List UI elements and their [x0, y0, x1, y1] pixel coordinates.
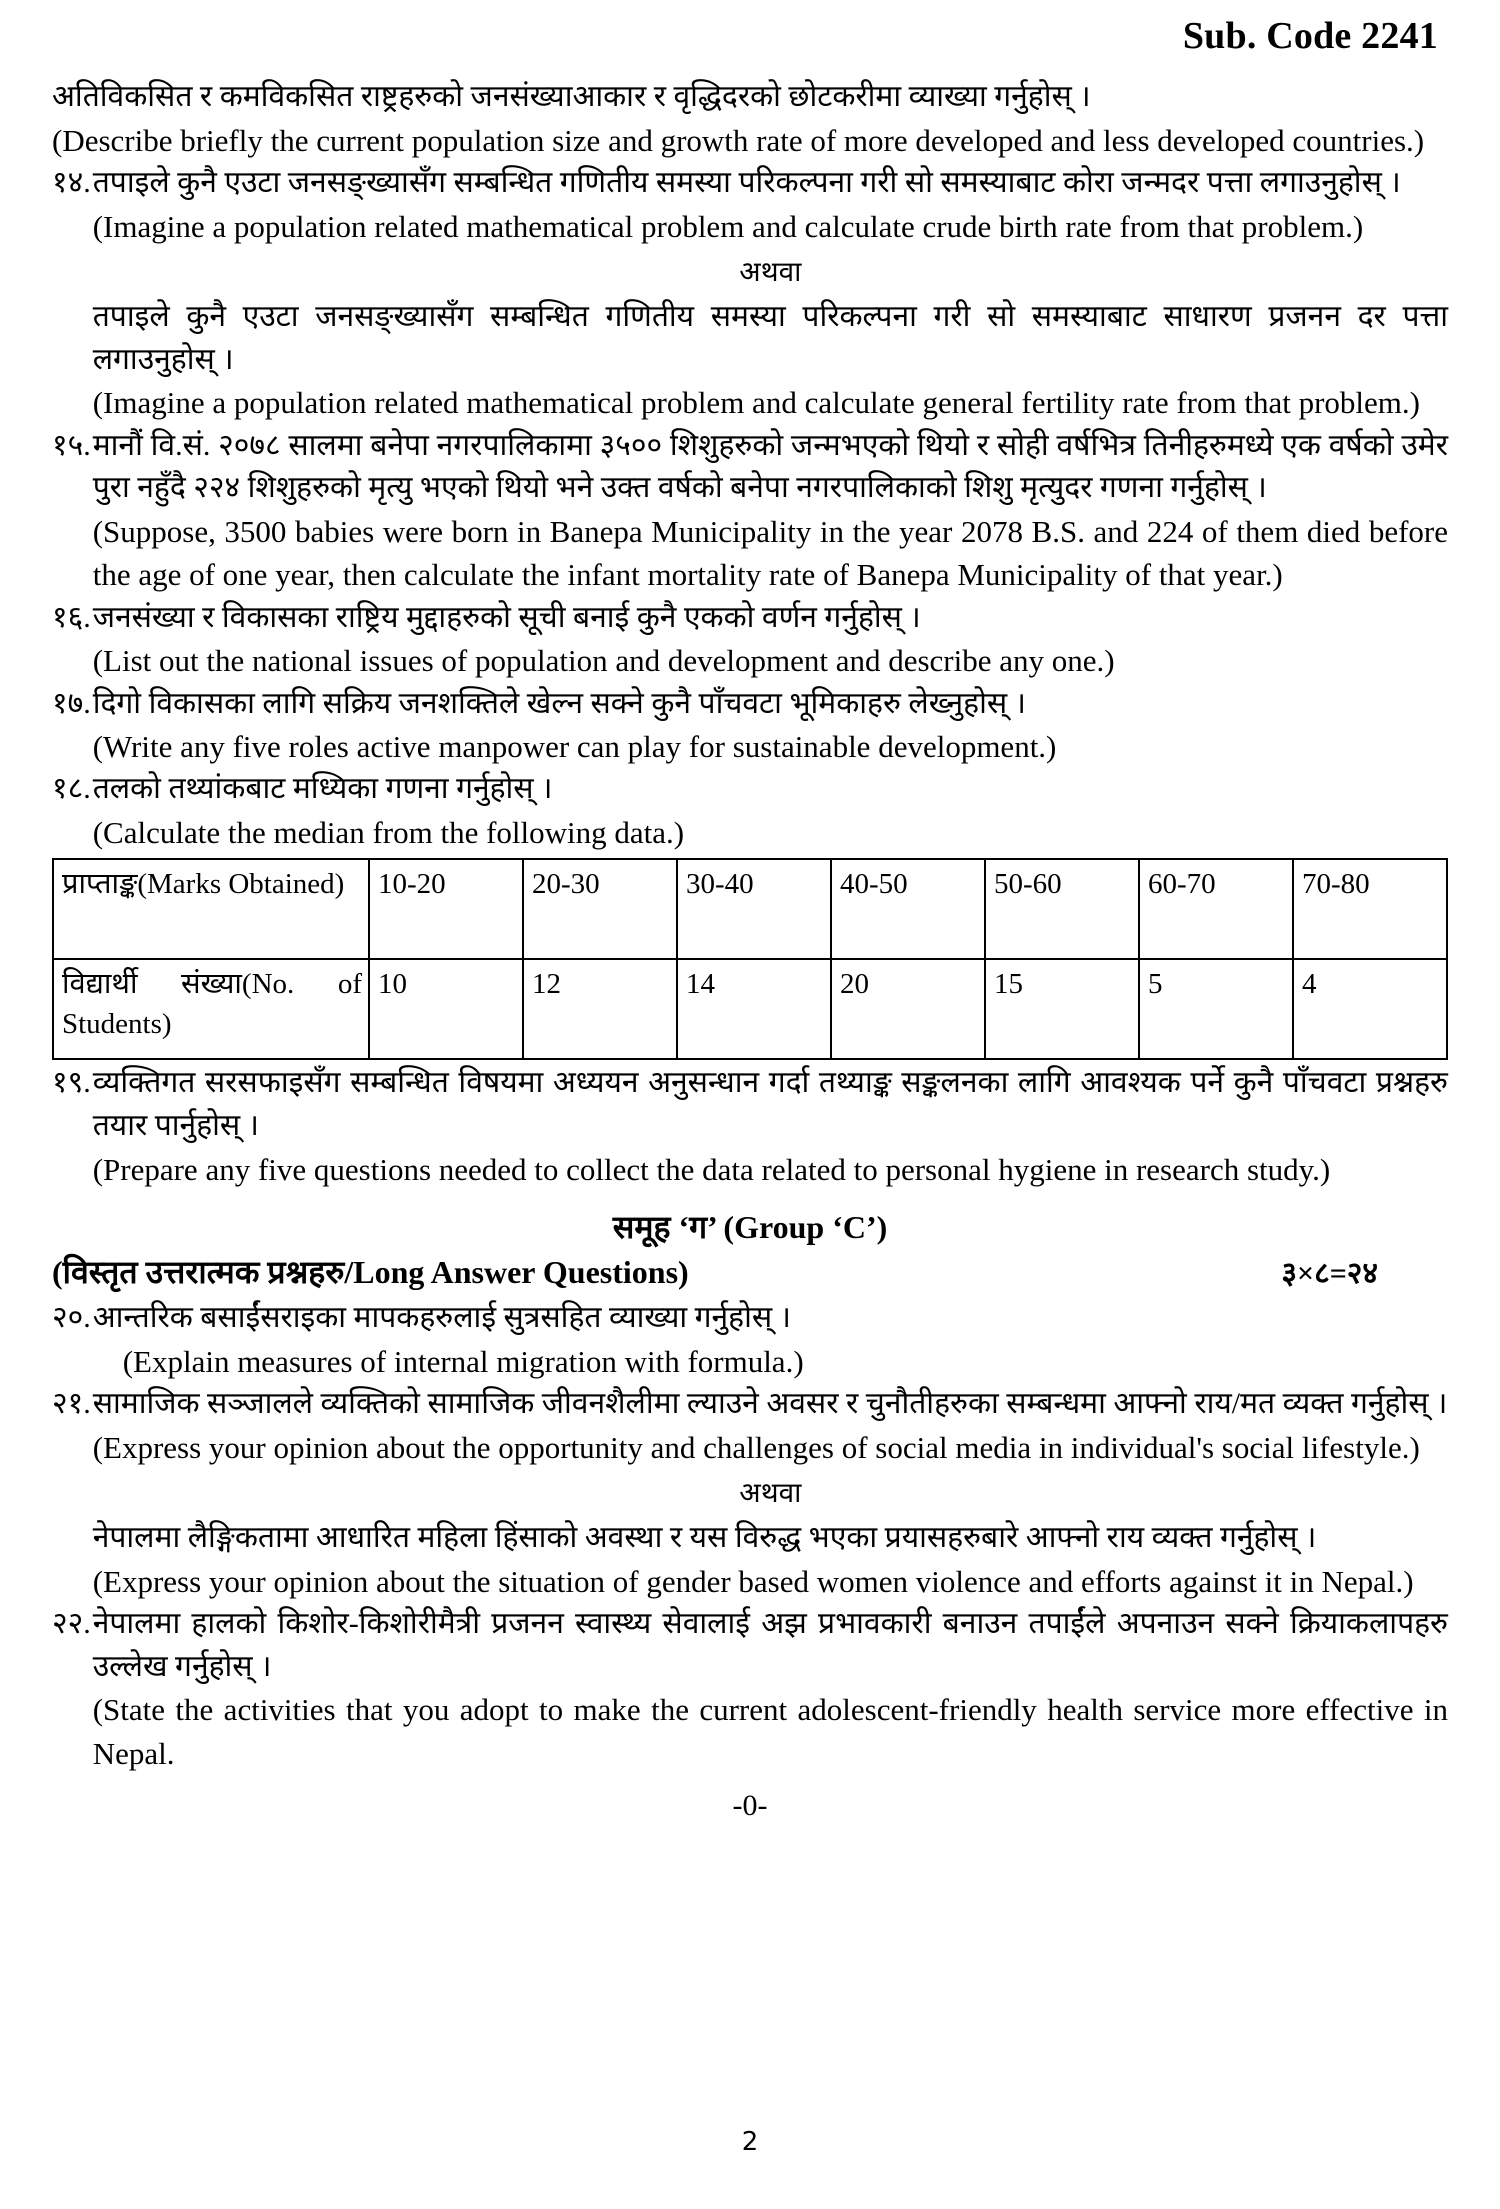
question-nepali-text: आन्तरिक बसाईंसराइका मापकहरुलाई सुत्रसहित व्याख्या गर्नुहोस् ।: [92, 1301, 792, 1335]
question-number: १७.: [52, 686, 91, 720]
question-item: [52, 1603, 1448, 1775]
table-cell: 10-20: [369, 859, 523, 959]
subject-code-header: Sub. Code 2241: [1182, 15, 1438, 57]
question-body: [93, 683, 1448, 769]
table-cell: 4: [1293, 959, 1447, 1059]
question-item: [52, 1297, 1448, 1383]
question-body: [93, 597, 1448, 683]
question-english-text: (Express your opinion about the opportunity and challenges of social media in individual's social lifestyle.): [92, 1429, 1420, 1465]
question-nepali-text: व्यक्तिगत सरसफाइसँग सम्बन्धित विषयमा अध्ययन अनुसन्धान गर्दा तथ्याङ्क सङ्कलनका लागि आवश्यक पर्ने कुनै पाँचवटा प्रश्नहरु तयार पार्नुहोस् ।: [92, 1066, 1448, 1143]
question-body: [93, 162, 1448, 425]
page-number: 2: [741, 2127, 759, 2157]
question-item: [52, 76, 1448, 162]
question-number: १५.: [52, 428, 91, 462]
group-c-subheading: (विस्तृत उत्तरात्मक प्रश्नहरु/Long Answer Questions): [52, 1254, 689, 1291]
question-item: [52, 768, 1448, 854]
question-alt-nepali-text: तपाइले कुनै एउटा जनसङ्ख्यासँग सम्बन्धित गणितीय समस्या परिकल्पना गरी सो समस्याबाट साधारण प्रजनन दर पत्ता लगाउनुहोस् ।: [92, 299, 1448, 376]
median-data-table: [52, 858, 1448, 1060]
table-cell: 14: [677, 959, 831, 1059]
table-cell: 50-60: [985, 859, 1139, 959]
question-body: [93, 1062, 1448, 1191]
table-row: [53, 859, 1447, 959]
question-body: [93, 425, 1448, 597]
table-row-label-text: प्राप्ताङ्क(Marks Obtained): [62, 868, 345, 901]
question-nepali-text: तपाइले कुनै एउटा जनसङ्ख्यासँग सम्बन्धित गणितीय समस्या परिकल्पना गरी सो समस्याबाट कोरा जन्मदर पत्ता लगाउनुहोस् ।: [92, 165, 1401, 199]
question-english-text: (Calculate the median from the following data.): [92, 815, 685, 851]
group-c-heading: समूह ‘ग’ (Group ‘C’): [612, 1209, 888, 1246]
table-cell: 30-40: [677, 859, 831, 959]
group-c-subheading-row: [52, 1250, 1448, 1293]
question-number: २०.: [52, 1301, 91, 1335]
table-row-label-text: विद्यार्थी संख्या(No. of Students): [62, 968, 362, 1041]
end-of-paper-marker: -0-: [732, 1788, 768, 1822]
question-body: [52, 76, 1448, 162]
question-english-text: (Explain measures of internal migration with formula.): [122, 1343, 804, 1379]
question-nepali-text: जनसंख्या र विकासका राष्ट्रिय मुद्दाहरुको सूची बनाई कुनै एकको वर्णन गर्नुहोस् ।: [92, 600, 921, 634]
table-cell: 70-80: [1293, 859, 1447, 959]
question-nepali-text: तलको तथ्यांकबाट मध्यिका गणना गर्नुहोस् ।: [92, 772, 553, 806]
question-item: [52, 1062, 1448, 1191]
table-cell: 20-30: [523, 859, 677, 959]
question-number: २२.: [52, 1607, 91, 1640]
table-cell: 60-70: [1139, 859, 1293, 959]
table-cell: 15: [985, 959, 1139, 1059]
table-cell: 20: [831, 959, 985, 1059]
question-item: [52, 683, 1448, 769]
question-nepali-text: सामाजिक सञ्जालले व्यक्तिको सामाजिक जीवनशैलीमा ल्याउने अवसर र चुनौतीहरुका सम्बन्धमा आफ्नो राय/मत व्यक्त गर्नुहोस् ।: [92, 1387, 1448, 1421]
question-english-text: (State the activities that you adopt to make the current adolescent-friendly health service more effective in Nepal.: [92, 1692, 1448, 1771]
table-row-label: [53, 859, 369, 959]
question-alt-english-text: (Express your opinion about the situation of gender based women violence and efforts against it in Nepal.): [92, 1563, 1414, 1599]
question-english-text: (Suppose, 3500 babies were born in Banepa Municipality in the year 2078 B.S. and 224 of them died before the age of one year, then calculate the infant mortality rate of Banepa Municipality of that year.): [92, 513, 1448, 593]
table-cell: 12: [523, 959, 677, 1059]
question-english-text: (Imagine a population related mathematical problem and calculate crude birth rate from that problem.): [92, 208, 1364, 244]
question-english-text: (Write any five roles active manpower can play for sustainable development.): [92, 729, 1057, 765]
question-nepali-text: दिगो विकासका लागि सक्रिय जनशक्तिले खेल्न सक्ने कुनै पाँचवटा भूमिकाहरु लेख्नुहोस् ।: [92, 686, 1027, 720]
question-english-text: (Describe briefly the current population size and growth rate of more developed and less developed countries.): [52, 122, 1425, 158]
question-body: [93, 1297, 1448, 1383]
question-body: [93, 1603, 1448, 1775]
question-body: [93, 768, 1448, 854]
question-number: १९.: [52, 1066, 91, 1100]
table-row: [53, 959, 1447, 1059]
question-item: [52, 597, 1448, 683]
table-cell: 40-50: [831, 859, 985, 959]
question-body: [93, 1383, 1448, 1603]
table-row-label: [53, 959, 369, 1059]
question-english-text: (Prepare any five questions needed to collect the data related to personal hygiene in research study.): [92, 1151, 1331, 1187]
alternative-label: अथवा: [739, 256, 802, 288]
question-nepali-text: मानौं वि.सं. २०७८ सालमा बनेपा नगरपालिकामा ३५०० शिशुहरुको जन्मभएको थियो र सोही वर्षभित्र तिनीहरुमध्ये एक वर्षको उमेर पुरा नहुँदै २२४ शिशुहरुको मृत्यु भएको थियो भने उक्त वर्षको बनेपा नगरपालिकाको शिशु मृत्युदर गणना गर्नुहोस् ।: [92, 428, 1448, 505]
table-cell: 10: [369, 959, 523, 1059]
question-item: [52, 425, 1448, 597]
question-nepali-text: नेपालमा हालको किशोर-किशोरीमैत्री प्रजनन स्वास्थ्य सेवालाई अझ प्रभावकारी बनाउन तपाईंले अपनाउन सक्ने क्रियाकलापहरु उल्लेख गर्नुहोस् ।: [92, 1607, 1448, 1683]
question-number: २१.: [52, 1387, 91, 1421]
question-item: [52, 162, 1448, 425]
question-alt-english-text: (Imagine a population related mathematical problem and calculate general fertility rate from that problem.): [92, 385, 1420, 421]
alternative-label: अथवा: [739, 1478, 802, 1510]
question-english-text: (List out the national issues of population and development and describe any one.): [92, 643, 1115, 679]
question-nepali-text: अतिविकसित र कमविकसित राष्ट्रहरुको जनसंख्याआकार र वृद्धिदरको छोटकरीमा व्याख्या गर्नुहोस् ।: [52, 80, 1091, 113]
question-number: १६.: [52, 600, 91, 634]
question-alt-nepali-text: नेपालमा लैङ्गिकतामा आधारित महिला हिंसाको अवस्था र यस विरुद्ध भएका प्रयासहरुबारे आफ्नो राय व्यक्त गर्नुहोस् ।: [92, 1521, 1317, 1555]
question-item: [52, 1383, 1448, 1603]
question-number: १४.: [52, 165, 91, 199]
question-number: १८.: [52, 772, 91, 806]
group-c-marks: ३×८=२४: [1281, 1257, 1378, 1291]
table-cell: 5: [1139, 959, 1293, 1059]
